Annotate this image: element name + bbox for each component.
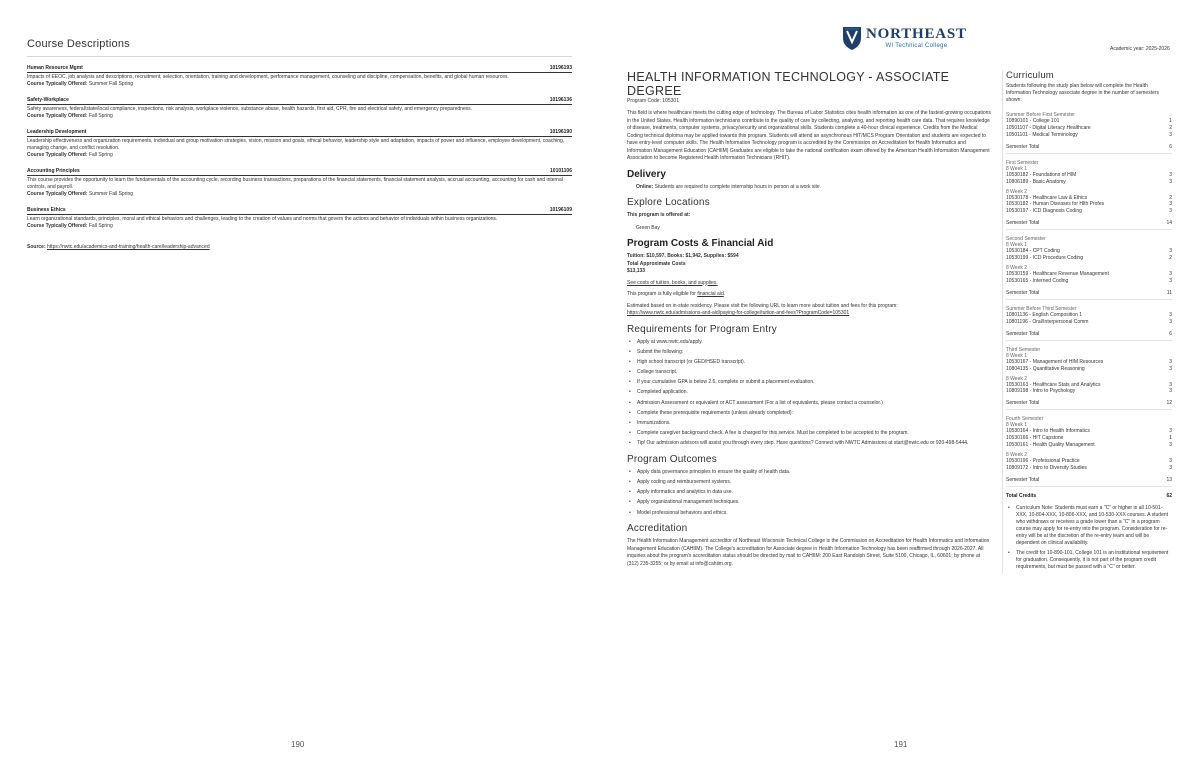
term-block-label: 8 Week 2 (1006, 265, 1028, 272)
program-code: Program Code: 105301 (627, 98, 679, 104)
curriculum-course-name: 10530167 - Management of HIM Resources (1006, 358, 1104, 365)
total-credits-value: 62 (1166, 492, 1172, 499)
curriculum-course-name: 10530182 - Foundations of HIM (1006, 171, 1077, 178)
logo-sub-text: WI Technical College (885, 42, 948, 49)
curriculum-course-name: 10530196 - Professional Practice (1006, 458, 1080, 465)
term-block-label: 8 Week 1 (1006, 165, 1028, 172)
course-offered-label: Course Typically Offered: (27, 223, 88, 229)
course-code: 10196190 (549, 129, 572, 135)
course-header (27, 168, 572, 176)
curriculum-course-credits: 3 (1169, 208, 1172, 215)
curriculum-course-row (1006, 208, 1172, 215)
curriculum-course-credits: 3 (1169, 277, 1172, 284)
course-entry (27, 97, 572, 120)
requirement-item: • Completed application. (627, 389, 991, 397)
right-page (600, 0, 1200, 776)
source-line (27, 244, 572, 250)
course-list (27, 65, 572, 230)
course-offered-terms: Summer Fall Spring (88, 191, 134, 197)
semester-total (1006, 144, 1172, 154)
term-block-label: 8 Week 2 (1006, 452, 1028, 459)
course-header (27, 207, 572, 215)
course-description: Safety awareness, federal/state/local compliance, inspections, risk analysis, workplace violence, substance abuse, health hazards, first aid, CPR, fire and electrical safety, and emergency preparedness. (27, 106, 473, 112)
academic-year: Academic year: 2025-2026 (1110, 46, 1170, 52)
semester-name: First Semester (1006, 159, 1039, 166)
term-block-label: 8 Week 2 (1006, 375, 1028, 382)
curriculum-course-row (1006, 118, 1172, 125)
semester-block (1006, 347, 1172, 411)
curriculum-course-row (1006, 465, 1172, 472)
curriculum-course-name: 10530166 - HIT Capstone (1006, 435, 1064, 442)
curriculum-course-name: 10530165 - Interned Coding (1006, 277, 1069, 284)
course-offered (27, 191, 572, 198)
curriculum-course-row (1006, 271, 1172, 278)
curriculum-course-credits: 3 (1169, 131, 1172, 138)
outcome-item: • Model professional behaviors and ethics. (627, 510, 991, 518)
requirement-item: • Immunizations. (627, 420, 991, 428)
semester-total-label: Semester Total (1006, 289, 1040, 296)
requirement-item: • Admission Assessment or equivalent or ACT assessment (For a list of equivalents, please contact a counselor.) (627, 400, 991, 408)
delivery-text (627, 184, 991, 192)
course-description: Learn organizational standards, principles, moral and ethical behaviors and challenges, leading to the creation of values and norms that govern the actions and behavior of individuals within business organizations. (27, 216, 498, 222)
source-link[interactable]: https://nwtc.edu/academics-and-training/health-care/leadership-advanced (47, 244, 210, 250)
course-offered-terms: Summer Fall Spring (88, 81, 134, 87)
course-entry (27, 65, 572, 88)
curriculum-course-row (1006, 382, 1172, 389)
course-code: 10196136 (549, 97, 572, 103)
term-block-label: 8 Week 1 (1006, 242, 1028, 249)
requirements-list (627, 339, 991, 448)
requirements-heading: Requirements for Program Entry (627, 323, 777, 335)
semester-block (1006, 112, 1172, 154)
curriculum-course-row (1006, 201, 1172, 208)
course-header (27, 97, 572, 105)
curriculum-course-name: 10530199 - ICD Procedure Coding (1006, 255, 1083, 262)
outcomes-list (627, 469, 991, 517)
curriculum-course-credits: 3 (1169, 458, 1172, 465)
requirement-item: • Submit the following: (627, 349, 991, 357)
source-label: Source: (27, 244, 46, 250)
semester-total-value: 6 (1169, 330, 1172, 337)
curriculum-course-row (1006, 278, 1172, 285)
page-number: 190 (291, 740, 305, 749)
curriculum-course-credits: 3 (1169, 311, 1172, 318)
curriculum-course-credits: 3 (1169, 171, 1172, 178)
program-main-column (627, 70, 991, 572)
curriculum-course-row (1006, 435, 1172, 442)
course-name: Leadership Development (27, 129, 87, 135)
course-offered (27, 81, 572, 88)
term-block-label: 8 Week 1 (1006, 352, 1028, 359)
requirement-item: • If your cumulative GPA is below 2.6, complete or submit a placement evaluation. (627, 379, 991, 387)
curriculum-course-name: 10530197 - ICD Diagnosis Coding (1006, 208, 1082, 215)
curriculum-course-row (1006, 428, 1172, 435)
locations-offered: This program is offered at: (627, 212, 691, 218)
curriculum-course-row (1006, 366, 1172, 373)
course-description: Impacts of EEOC, job analysis and descriptions, recruitment, selection, orientation, training and development, performance management, counseling and discipline, compensation, benefits, and global human resources. (27, 74, 509, 80)
term-block-label: 8 Week 2 (1006, 188, 1028, 195)
course-offered-label: Course Typically Offered: (27, 191, 88, 197)
course-header (27, 129, 572, 137)
course-code: 10196109 (549, 207, 572, 213)
semester-name: Second Semester (1006, 236, 1046, 243)
course-offered (27, 223, 572, 230)
logo-main-text: NORTHEAST (866, 25, 967, 42)
requirement-item: • High school transcript (or GED/HSED transcript). (627, 359, 991, 367)
curriculum-course-row (1006, 179, 1172, 186)
semester-total-label: Semester Total (1006, 330, 1040, 337)
course-descriptions (27, 38, 572, 250)
semester-block (1006, 236, 1172, 300)
course-name: Accounting Principles (27, 168, 80, 174)
curriculum-course-name: 10809172 - Intro to Diversity Studies (1006, 464, 1087, 471)
curriculum-course-row (1006, 172, 1172, 179)
curriculum-course-credits: 3 (1169, 365, 1172, 372)
semester-total (1006, 290, 1172, 300)
curriculum-course-credits: 3 (1169, 318, 1172, 325)
curriculum-notes (1006, 505, 1172, 571)
delivery-detail: Students are required to complete internship hours in person at a work site. (654, 183, 822, 190)
semester-total-value: 14 (1166, 220, 1172, 227)
curriculum-column (1002, 70, 1172, 574)
curriculum-course-row (1006, 388, 1172, 395)
requirement-item: • Apply at www.nwtc.edu/apply. (627, 339, 991, 347)
aid-text: This program is fully eligible for (627, 291, 696, 297)
curriculum-course-name: 10530164 - Intro to Health Informatics (1006, 428, 1090, 435)
curriculum-course-name: 10801136 - English Composition 1 (1006, 311, 1083, 318)
semester-total (1006, 400, 1172, 410)
semester-total-label: Semester Total (1006, 400, 1040, 407)
course-offered (27, 152, 572, 159)
outcome-item: • Apply informatics and analytics in data use. (627, 489, 991, 497)
curriculum-course-row (1006, 248, 1172, 255)
curriculum-course-credits: 3 (1169, 178, 1172, 185)
course-entry (27, 168, 572, 198)
curriculum-course-credits: 1 (1169, 435, 1172, 442)
semester-block (1006, 416, 1172, 487)
location-item: Green Bay (636, 224, 660, 231)
curriculum-course-name: 10530159 - Healthcare Revenue Management (1006, 271, 1109, 278)
curriculum-course-credits: 3 (1169, 464, 1172, 471)
curriculum-course-name: 10806189 - Basic Anatomy (1006, 178, 1066, 185)
curriculum-course-name: 10804135 - Quantitative Reasoning (1006, 365, 1085, 372)
curriculum-course-name: 10530163 - Healthcare Stats and Analytics (1006, 381, 1101, 388)
program-title: HEALTH INFORMATION TECHNOLOGY - ASSOCIATE DEGREE (627, 70, 950, 98)
locations-heading: Explore Locations (627, 197, 710, 208)
course-offered-terms: Fall Spring (88, 223, 113, 229)
semester-total-value: 13 (1166, 476, 1172, 483)
curriculum-course-credits: 3 (1169, 271, 1172, 278)
curriculum-course-credits: 3 (1169, 428, 1172, 435)
tuition-url-link[interactable]: https://www.nwtc.edu/admissions-and-aid/paying-for-college/tuition-and-fees?ProgramCode=105301 (627, 310, 850, 316)
outcome-item: • Apply organizational management techniques. (627, 499, 991, 507)
course-header (27, 65, 572, 73)
curriculum-course-row (1006, 319, 1172, 326)
course-offered-terms: Fall Spring (88, 152, 113, 158)
semester-total-value: 6 (1169, 143, 1172, 150)
curriculum-course-row (1006, 458, 1172, 465)
semester-total-label: Semester Total (1006, 143, 1040, 150)
requirement-item: • College transcript. (627, 369, 991, 377)
aid-line: This program is fully eligible for financial aid. (627, 291, 726, 297)
curriculum-course-credits: 2 (1169, 194, 1172, 201)
costs-heading: Program Costs & Financial Aid (627, 238, 774, 249)
curriculum-course-name: 10809198 - Intro to Psychology (1006, 388, 1076, 395)
curriculum-course-row (1006, 255, 1172, 262)
outcomes-heading: Program Outcomes (627, 453, 717, 465)
total-credits (1006, 493, 1172, 499)
costs-total: $13,133 (627, 268, 646, 274)
accreditation-heading: Accreditation (627, 523, 688, 535)
course-offered-terms: Fall Spring (88, 113, 113, 119)
curriculum-course-credits: 3 (1169, 248, 1172, 255)
delivery-label: Online: (636, 183, 654, 190)
curriculum-course-name: 10530161 - Health Quality Management (1006, 442, 1095, 449)
costs-line: Tuition: $10,597, Books: $1,942, Supplies: $594 (627, 253, 739, 259)
semester-name: Summer Before Third Semester (1006, 305, 1077, 312)
course-code: 10101106 (550, 168, 572, 174)
semester-total (1006, 477, 1172, 487)
semester-total (1006, 331, 1172, 341)
semester-total-value: 11 (1166, 289, 1172, 296)
curriculum-course-credits: 2 (1169, 255, 1172, 262)
curriculum-course-name: 10530182 - Human Diseases for Hlth Profes (1006, 201, 1105, 208)
college-logo (842, 25, 967, 51)
costs-link[interactable]: See costs of tuition, books, and supplies. (627, 279, 718, 286)
course-name: Human Resource Mgmt (27, 65, 83, 71)
course-description: This course provides the opportunity to learn the fundamentals of the accounting cycle, recording business transactions, preparations of the financial statements, financial statement analysis, accrual accounting, accounting for cash and internal controls, and payroll. (27, 177, 563, 190)
curriculum-course-row (1006, 132, 1172, 139)
curriculum-course-name: 10801196 - Oral/Interpersonal Comm (1006, 318, 1089, 325)
accreditation-text: The Health Information Management accreditor of Northeast Wisconsin Technical College is the Commission on Accreditation for Health Informatics and Information Management Education (CAHIIM). The College's accreditation for Associate degree in Health Information Technology has been reaffirmed through 2026-2027. All inquiries about the program's accreditation status should be directed by mail to CAHIIM: 200 East Randolph Street, Suite 5100, Chicago, IL, 60601; by phone at (312) 235-3255; or by email at info@cahiim.org. (627, 538, 990, 567)
curriculum-course-row (1006, 442, 1172, 449)
semester-block (1006, 160, 1172, 231)
program-intro: This field is where healthcare meets the cutting edge of technology. The Bureau of Labor Statistics cites health information as one of the fastest-growing occupations in the United States. Health information technicians contribute to the quality of care by collecting, analyzing, and reporting health care data. That requires knowledge of disease, treatments, computer systems, privacy/security and organizational skills. Students complete a 40-hour clinical experience. Credits from the Medical Coding technical diploma may be applied towards this program. Students will attend an asynchronous HIT/MCS Program Orientation and students are expected to have entry-level computer skills. The Health Information Technology program is accredited by the Commission on Accreditation for Health Informatics and Information Management Education (CAHIIM) Graduates are eligible to take the national certification exam offered by the American Health Information Management Association to become Registered Health Information Technicians (RHIT). (627, 110, 991, 161)
course-offered-label: Course Typically Offered: (27, 81, 88, 87)
curriculum-intro: Students following the study plan below will complete the Health Information Technology associate degree in the number of semesters shown. (1006, 83, 1160, 103)
course-name: Safety-Workplace (27, 97, 69, 103)
curriculum-course-name: 10890101 - College 101 (1006, 118, 1060, 124)
curriculum-note: • The credit for 10-890-101, College 101 is an institutional requirement for graduation. Consequently, it is not part of the program credit requirements, but must be passed with a "C" or better. (1006, 550, 1172, 571)
course-offered (27, 113, 572, 120)
outcome-item: • Apply coding and reimbursement systems. (627, 479, 991, 487)
curriculum-heading: Curriculum (1006, 70, 1054, 81)
financial-aid-link[interactable]: financial aid (697, 291, 724, 297)
course-offered-label: Course Typically Offered: (27, 152, 88, 158)
course-offered-label: Course Typically Offered: (27, 113, 88, 119)
semester-name: Fourth Semester (1006, 416, 1044, 423)
total-credits-label: Total Credits (1006, 492, 1037, 499)
curriculum-course-row (1006, 359, 1172, 366)
delivery-heading: Delivery (627, 168, 666, 180)
course-entry (27, 129, 572, 159)
semester-total (1006, 220, 1172, 230)
curriculum-course-credits: 3 (1169, 442, 1172, 449)
curriculum-course-credits: 3 (1169, 388, 1172, 395)
semester-total-label: Semester Total (1006, 220, 1040, 227)
costs-total-label: Total Approximate Costs (627, 260, 686, 267)
requirement-item: • Complete caregiver background check. A fee is charged for this service. Must be completed to be accepted to the program. (627, 430, 991, 438)
curriculum-course-credits: 3 (1169, 201, 1172, 208)
page-number: 191 (894, 740, 908, 749)
semester-name: Third Semester (1006, 346, 1041, 353)
curriculum-course-name: 10530178 - Healthcare Law & Ethics (1006, 194, 1088, 201)
curriculum-course-credits: 2 (1169, 124, 1172, 131)
course-entry (27, 207, 572, 230)
curriculum-course-name: 10501101 - Medical Terminology (1006, 131, 1078, 138)
curriculum-note: • Curriculum Note: Students must earn a "C" or higher in all 10-501-XXX, 10-804-XXX, 10-806-XXX, and 10-530-XXX courses. A student who withdraws or receives a grade lower than a "C" in a program course may apply for re-entry into the program. Consideration for re-entry will be at the discretion of the re-entry team and will be dependent on clinical availability. (1006, 505, 1172, 547)
requirement-item: • Tip! Our admission advisors will assist you through every step. Have questions? Connect with NWTC Admissions at start@nwtc.edu or 920-498-5444. (627, 440, 991, 448)
outcome-item: • Apply data governance principles to ensure the quality of health data. (627, 469, 991, 477)
requirement-item: • Complete these prerequisite requirements (unless already completed): (627, 410, 991, 418)
course-description: Leadership effectiveness and organization requirements, individual and group motivation strategies, vision, mission and goals, ethical behavior, leadership style and adaptation, impacts of power and influence, employee development, coaching, managing change, and conflict resolution. (27, 138, 565, 151)
shield-logo-icon (842, 25, 862, 51)
semester-total-value: 12 (1166, 400, 1172, 407)
course-name: Business Ethics (27, 207, 66, 213)
curriculum-course-row (1006, 195, 1172, 202)
course-code: 10196193 (549, 65, 572, 71)
curriculum-course-name: 10530184 - CPT Coding (1006, 248, 1060, 255)
curriculum-course-credits: 3 (1169, 358, 1172, 365)
curriculum-course-row (1006, 312, 1172, 319)
curriculum-course-row (1006, 125, 1172, 132)
curriculum-course-credits: 3 (1169, 381, 1172, 388)
semester-total-label: Semester Total (1006, 476, 1040, 483)
section-title: Course Descriptions (27, 38, 572, 57)
semester-block (1006, 306, 1172, 341)
curriculum-course-credits: 1 (1169, 118, 1172, 124)
term-block-label: 8 Week 1 (1006, 422, 1028, 429)
estimate-text: Estimated based on in-state residency. Please visit the following URL to learn more about tuition and fees for this program: (627, 302, 898, 309)
semester-list (1006, 112, 1172, 487)
curriculum-course-name: 10501107 - Digital Literacy Healthcare (1006, 124, 1091, 131)
semester-name: Summer Before First Semester (1006, 112, 1075, 118)
